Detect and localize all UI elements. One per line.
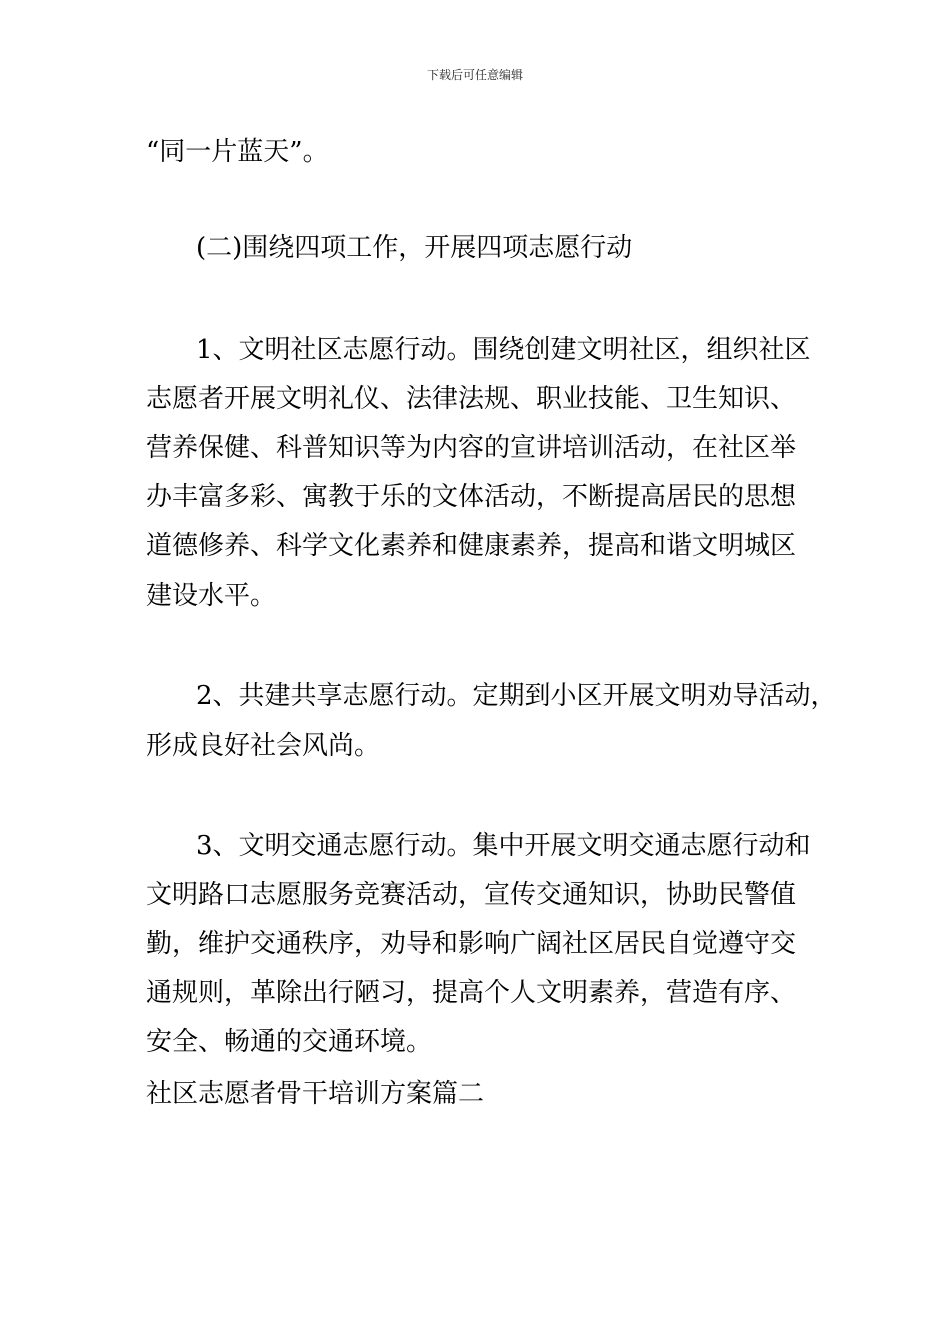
paragraph-1-line-4: 办丰富多彩、寓教于乐的文体活动，不断提高居民的思想 — [146, 482, 797, 512]
paragraph-2-line-1: 2、共建共享志愿行动。定期到小区开展文明劝导活动， — [196, 681, 837, 711]
section-heading: (二)围绕四项工作，开展四项志愿行动 — [196, 233, 633, 263]
paragraph-1-line-6: 建设水平。 — [146, 581, 277, 611]
paragraph-3-line-1: 3、文明交通志愿行动。集中开展文明交通志愿行动和 — [196, 831, 811, 861]
paragraph-1-line-2: 志愿者开展文明礼仪、法律法规、职业技能、卫生知识、 — [146, 384, 797, 414]
paragraph-1-line-5: 道德修养、科学文化素养和健康素养，提高和谐文明城区 — [146, 531, 797, 561]
paragraph-3-line-2: 文明路口志愿服务竞赛活动，宣传交通知识，协助民警值 — [146, 880, 797, 910]
paragraph-1-line-1: 1、文明社区志愿行动。围绕创建文明社区，组织社区 — [196, 335, 811, 365]
paragraph-2-line-2: 形成良好社会风尚。 — [146, 731, 381, 761]
text-line-closing-quote: “同一片蓝天”。 — [146, 137, 329, 167]
paragraph-3-line-5: 安全、畅通的交通环境。 — [146, 1027, 433, 1057]
next-section-title: 社区志愿者骨干培训方案篇二 — [146, 1079, 485, 1109]
paragraph-1-line-3: 营养保健、科普知识等为内容的宣讲培训活动，在社区举 — [146, 433, 797, 463]
paragraph-3-line-3: 勤，维护交通秩序，劝导和影响广阔社区居民自觉遵守交 — [146, 929, 797, 959]
header-note: 下载后可任意编辑 — [426, 68, 523, 82]
paragraph-3-line-4: 通规则，革除出行陋习，提高个人文明素养，营造有序、 — [146, 978, 797, 1008]
